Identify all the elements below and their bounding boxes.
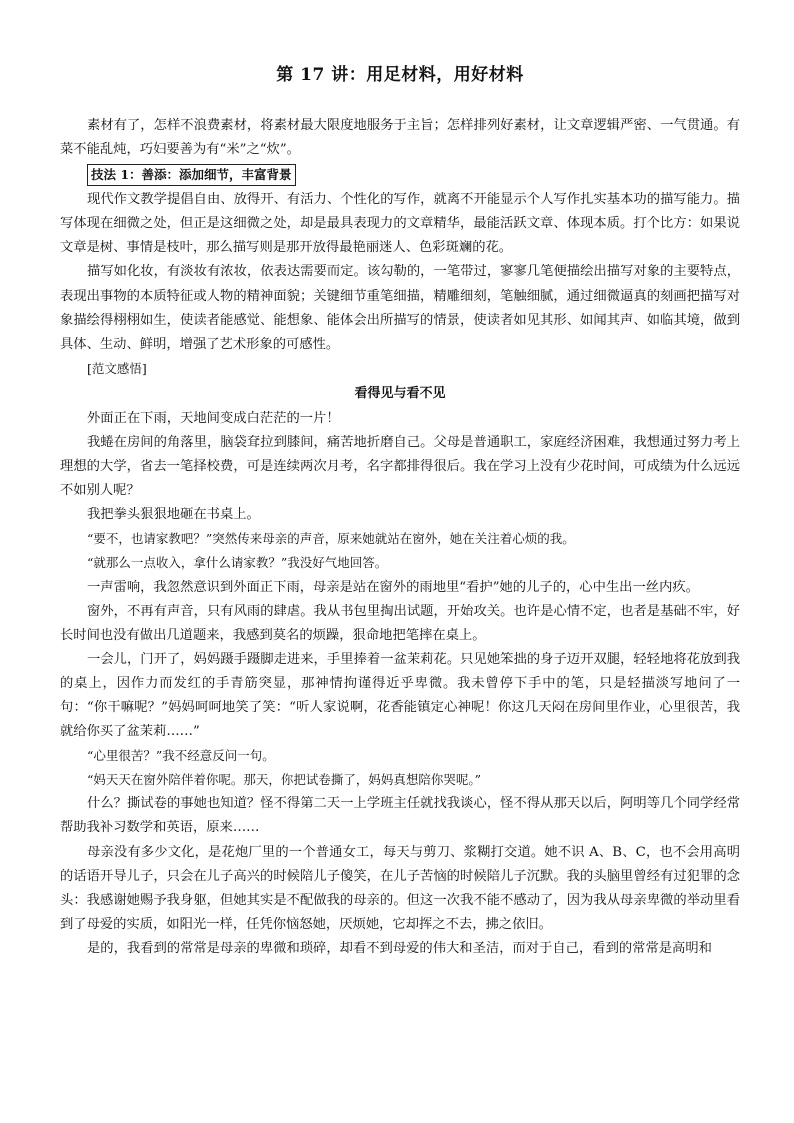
page-title: 第 17 讲：用足材料，用好材料 — [276, 65, 524, 85]
document-body — [60, 114, 740, 961]
essay-paragraph: “妈天天在窗外陪伴着你呢。那天，你把试卷撕了，妈妈真想陪你哭呢。” — [87, 772, 482, 788]
essay-paragraph: 什么？撕试卷的事她也知道？怪不得第二天一上学班主任就找我谈心，怪不得从那天以后，阿明等几个同学经常帮助我补习数学和英语，原来…… — [60, 796, 740, 836]
essay-paragraph: 外面正在下雨，天地间变成白茫茫的一片！ — [87, 410, 340, 426]
section-heading: 技法 1：善添：添加细节，丰富背景 — [87, 164, 296, 186]
essay-paragraph: 一声雷响，我忽然意识到外面正下雨，母亲是站在窗外的雨地里“看护”她的儿子的，心中生出一丝内疚。 — [87, 579, 699, 595]
essay-paragraph: 我把拳头狠狠地砸在书桌上。 — [87, 507, 260, 523]
example-tag: [范文感悟] — [87, 360, 147, 376]
essay-title: 看得见与看不见 — [354, 385, 446, 401]
essay-paragraph: 一会儿，门开了，妈妈蹑手蹑脚走进来，手里捧着一盆茉莉花。只见她笨拙的身子迈开双腿，轻轻地将花放到我的桌上，因作力而发红的手青筋突显，那神情拘谨得近乎卑微。我未曾停下手中的笔，只是轻描淡写地问了一句：“你干嘛呢？”妈妈呵呵地笑了笑：“听人家说啊，花香能镇定心神呢！你这几天闷在房间里作业，心里很苦，我就给你买了盆茉莉……” — [60, 651, 740, 740]
essay-paragraph: 窗外，不再有声音，只有风雨的肆虐。我从书包里掏出试题，开始攻关。也许是心情不定，也者是基础不牢，好长时间也没有做出几道题来，我感到莫名的烦躁，狠命地把笔摔在桌上。 — [60, 603, 740, 643]
essay-paragraph: “心里很苦？”我不经意反问一句。 — [87, 748, 275, 764]
essay-paragraph: 我蜷在房间的角落里，脑袋耷拉到膝间，痛苦地折磨自己。父母是普通职工，家庭经济困难，我想通过努力考上理想的大学，省去一笔择校费，可是连续两次月考，名字都排得很后。我在学习上没有少花时间，可成绩为什么远远不如别人呢？ — [60, 434, 740, 499]
essay-paragraph: 是的，我看到的常常是母亲的卑微和琐碎，却看不到母爱的伟大和圣洁，而对于自己，看到的常常是高明和 — [87, 940, 712, 956]
essay-paragraph: “就那么一点收入，拿什么请家教？”我没好气地回答。 — [87, 555, 388, 571]
intro-paragraph: 素材有了，怎样不浪费素材，将素材最大限度地服务于主旨；怎样排列好素材，让文章逻辑严密、一气贯通。有菜不能乱炖，巧妇要善为有“米”之“炊”。 — [60, 118, 740, 158]
essay-paragraph: 母亲没有多少文化，是花炮厂里的一个普通女工，每天与剪刀、浆糊打交道。她不识 A、B、C，也不会用高明的话语开导儿子，只会在儿子高兴的时候陪儿子傻笑，在儿子苦恼的时候陪儿子沉默。我的头脑里曾经有过犯罪的念头：我感谢她赐予我身躯，但她其实是不配做我的母亲的。但这一次我不能不感动了，因为我从母亲卑微的举动里看到了母爱的实质，如阳光一样，任凭你恼怒她，厌烦她，它却挥之不去，拂之依旧。 — [60, 844, 740, 932]
paragraph: 现代作文教学提倡自由、放得开、有活力、个性化的写作，就离不开能显示个人写作扎实基本功的描写能力。描写体现在细微之处，但正是这细微之处，却是最具表现力的文章精华，最能活跃文章、体现本质。打个比方：如果说文章是树、事情是枝叶，那么描写则是那开放得最艳丽迷人、色彩斑斓的花。 — [60, 192, 740, 256]
paragraph: 描写如化妆，有淡妆有浓妆，依表达需要而定。该勾勒的，一笔带过，寥寥几笔便描绘出描写对象的主要特点，表现出事物的本质特征或人物的精神面貌；关键细节重笔细描，精雕细刻，笔触细腻，通过细微逼真的刻画把描写对象描绘得栩栩如生，使读者能感觉、能想象、能体会出所描写的情景，使读者如见其形、如闻其声、如临其境，做到具体、生动、鲜明，增强了艺术形象的可感性。 — [60, 264, 740, 352]
essay-paragraph: “要不，也请家教吧？”突然传来母亲的声音，原来她就站在窗外，她在关注着心烦的我。 — [87, 531, 575, 547]
